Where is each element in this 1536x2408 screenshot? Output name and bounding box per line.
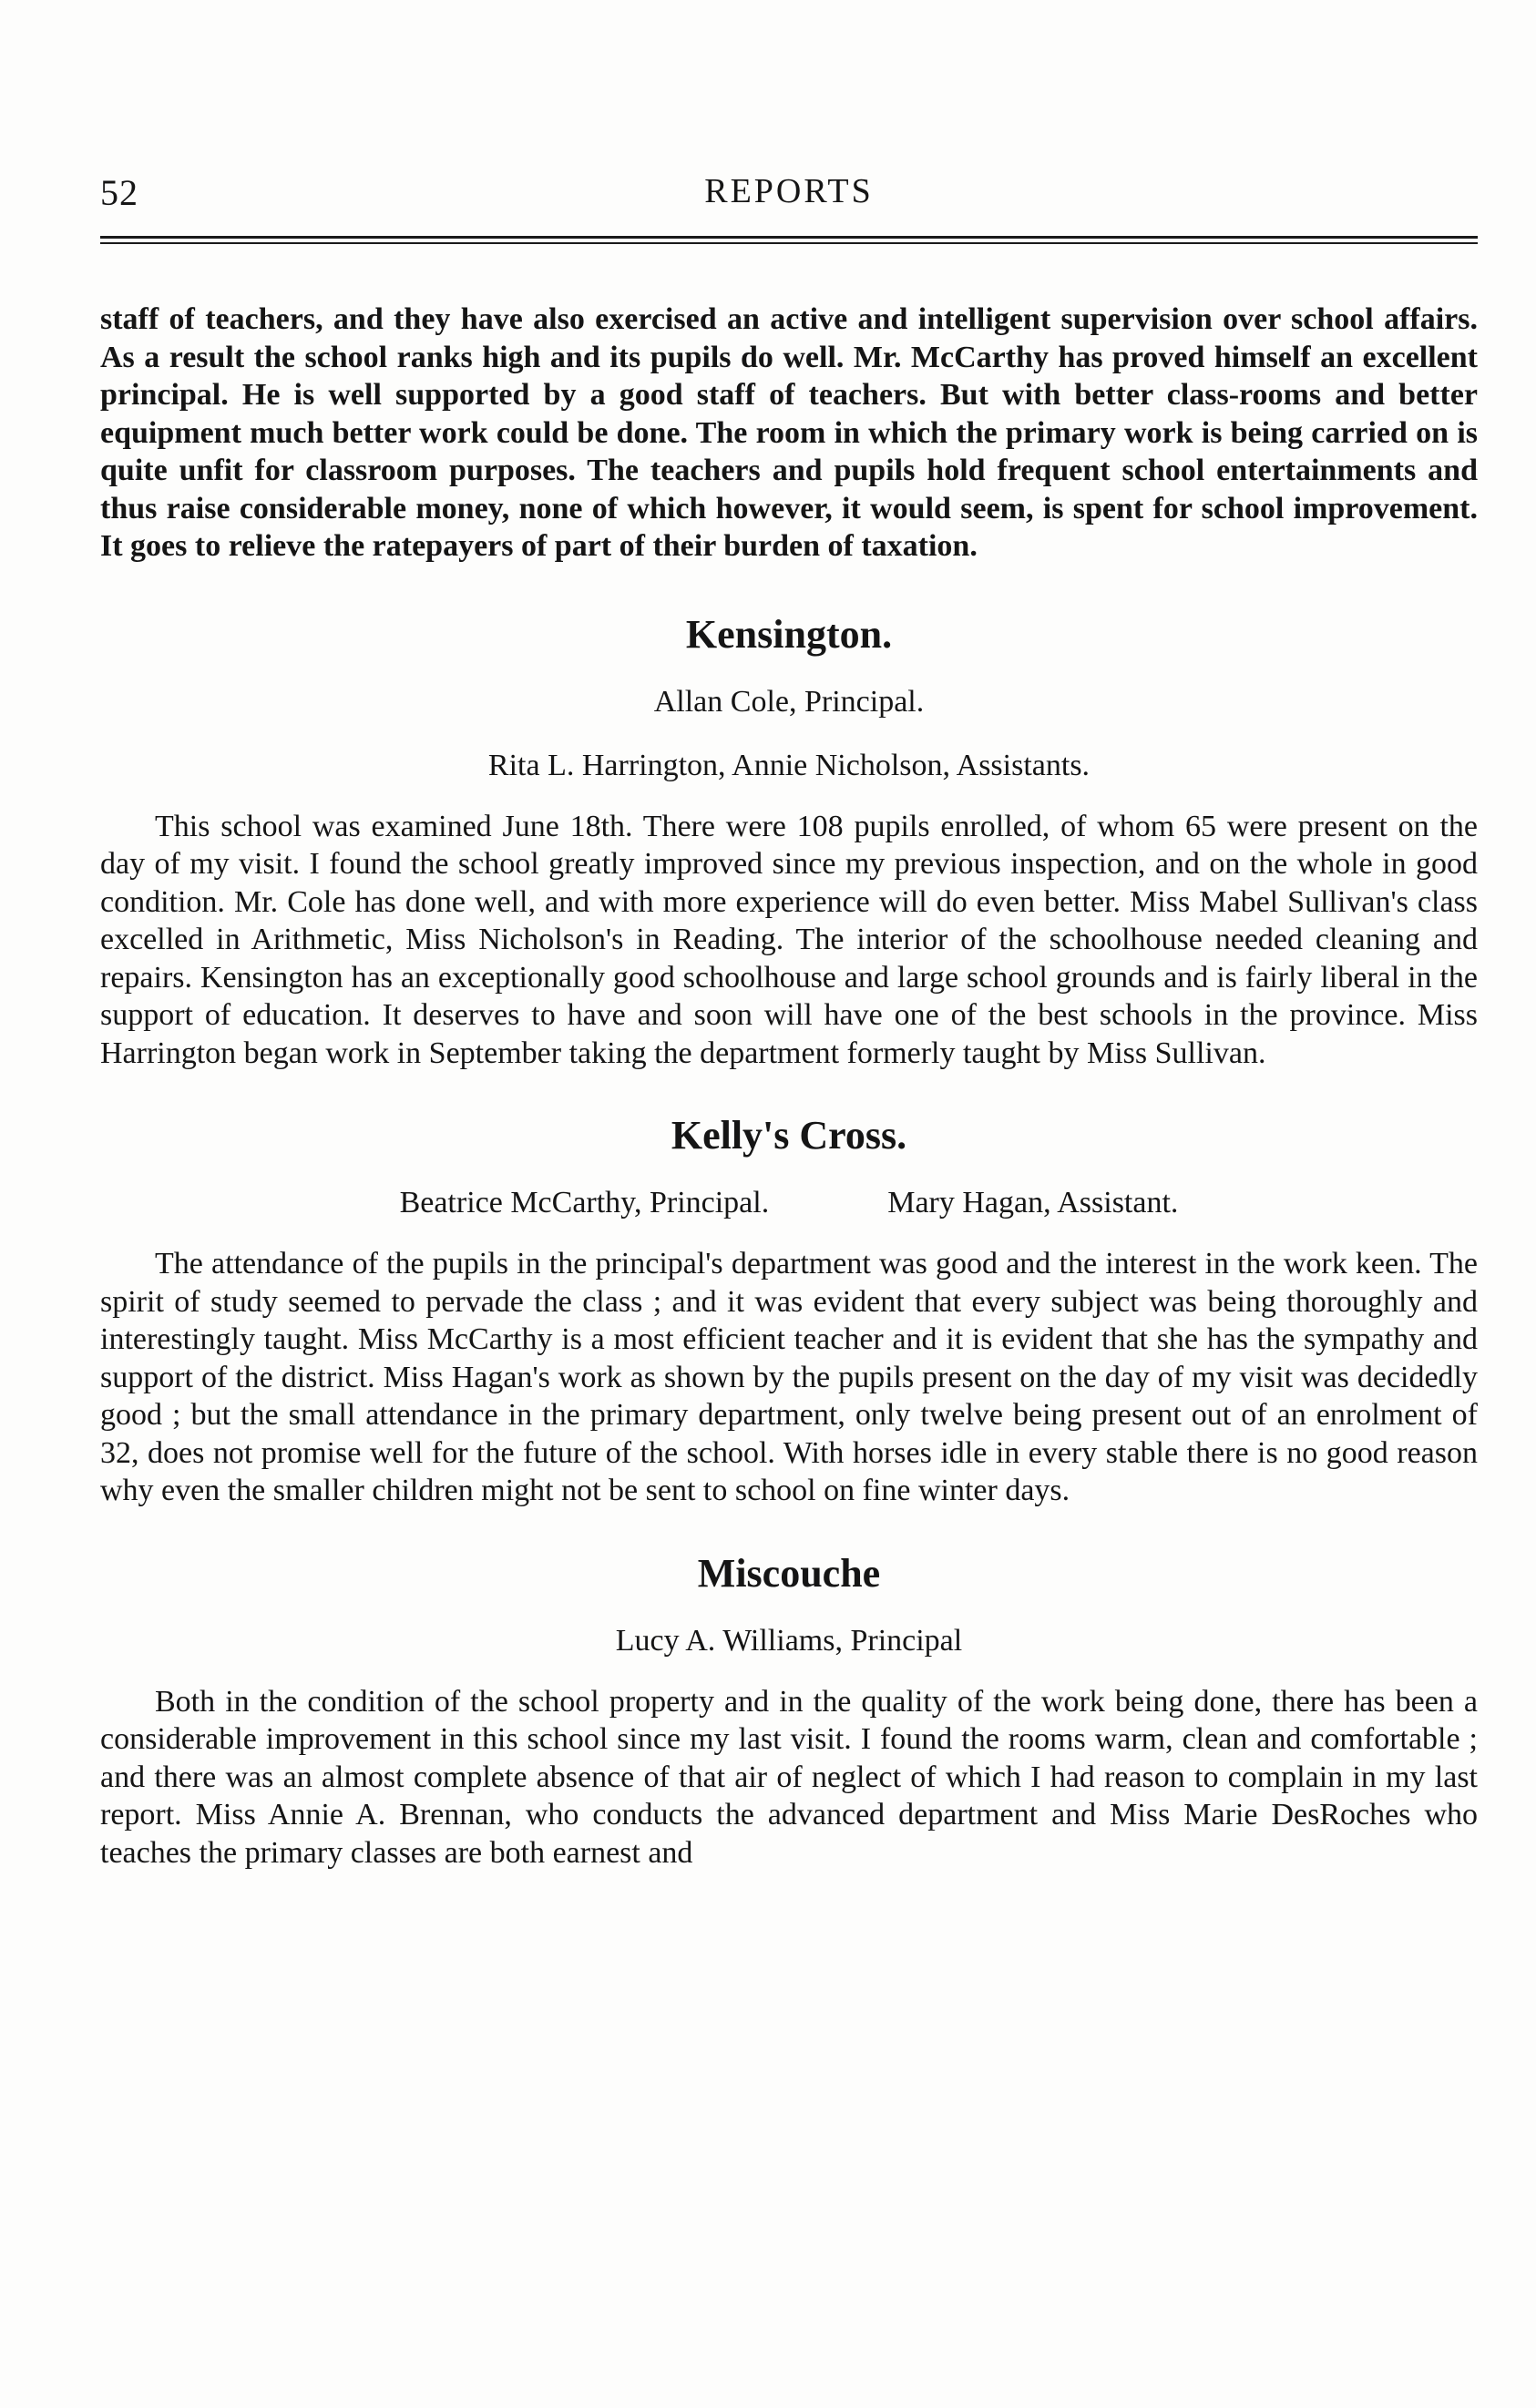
section-heading-miscouche: Miscouche <box>697 1550 881 1596</box>
staff-line-assistants: Rita L. Harrington, Annie Nicholson, Assistants. <box>487 748 1091 782</box>
staff-row <box>100 1183 1478 1223</box>
staff-line-principal: Lucy A. Williams, Principal <box>615 1623 963 1658</box>
staff-assistant: Mary Hagan, Assistant. <box>887 1186 1179 1219</box>
header-rule-thin <box>100 242 1478 244</box>
report-body <box>100 301 1478 1872</box>
running-title: REPORTS <box>704 172 874 210</box>
staff-principal: Beatrice McCarthy, Principal. <box>399 1186 770 1219</box>
section-paragraph-miscouche: Both in the condition of the school property and in the quality of the work being done, there has been a considerable improvement in this school since my last visit. I found the rooms warm, clean and comfortable ; and there was an almost complete absence of that air of neglect of which I had reason to complain in my last report. Miss Annie A. Brennan, who conducts the advanced department and Miss Marie DesRoches who teaches the primary classes are both earnest and <box>100 1684 1478 1870</box>
continued-paragraph: staff of teachers, and they have also exercised an active and intelligent supervision over school affairs. As a result the school ranks high and its pupils do well. Mr. McCarthy has proved himself an excellent principal. He is well supported by a good staff of teachers. But with better class-rooms and better equipment much better work could be done. The room in which the primary work is being carried on is quite unfit for classroom purposes. The teachers and pupils hold frequent school entertainments and thus raise considerable money, none of which however, it would seem, is spent for school improvement. It goes to relieve the ratepayers of part of their burden of taxation. <box>100 302 1478 563</box>
section-heading-kellys-cross: Kelly's Cross. <box>671 1113 907 1158</box>
page-number: 52 <box>100 172 138 213</box>
section-paragraph-kensington: This school was examined June 18th. There were 108 pupils enrolled, of whom 65 were present on the day of my visit. I found the school greatly improved since my previous inspection, and on the whole in good condition. Mr. Cole has done well, and with more experience will do even better. Miss Mabel Sullivan's class excelled in Arithmetic, Miss Nicholson's in Reading. The interior of the schoolhouse needed cleaning and repairs. Kensington has an exceptionally good schoolhouse and large school grounds and is fairly liberal in the support of education. It deserves to have and soon will have one of the best schools in the province. Miss Harrington began work in September taking the department formerly taught by Miss Sullivan. <box>100 809 1478 1070</box>
section-paragraph-kellys-cross: The attendance of the pupils in the principal's department was good and the interest in the work keen. The spirit of study seemed to pervade the class ; and it was evident that every subject was being thoroughly and interestingly taught. Miss McCarthy is a most efficient teacher and it is evident that she has the sympathy and support of the district. Miss Hagan's work as shown by the pupils present on the day of my visit was decidedly good ; but the small attendance in the primary department, only twelve being present out of an enrolment of 32, does not promise well for the future of the school. With horses idle in every stable there is no good reason why even the smaller children might not be sent to school on fine winter days. <box>100 1247 1478 1507</box>
staff-line-principal: Allan Cole, Principal. <box>653 684 925 719</box>
section-heading-kensington: Kensington. <box>685 611 893 657</box>
running-head <box>100 171 1478 219</box>
header-rule-thick <box>100 236 1478 239</box>
